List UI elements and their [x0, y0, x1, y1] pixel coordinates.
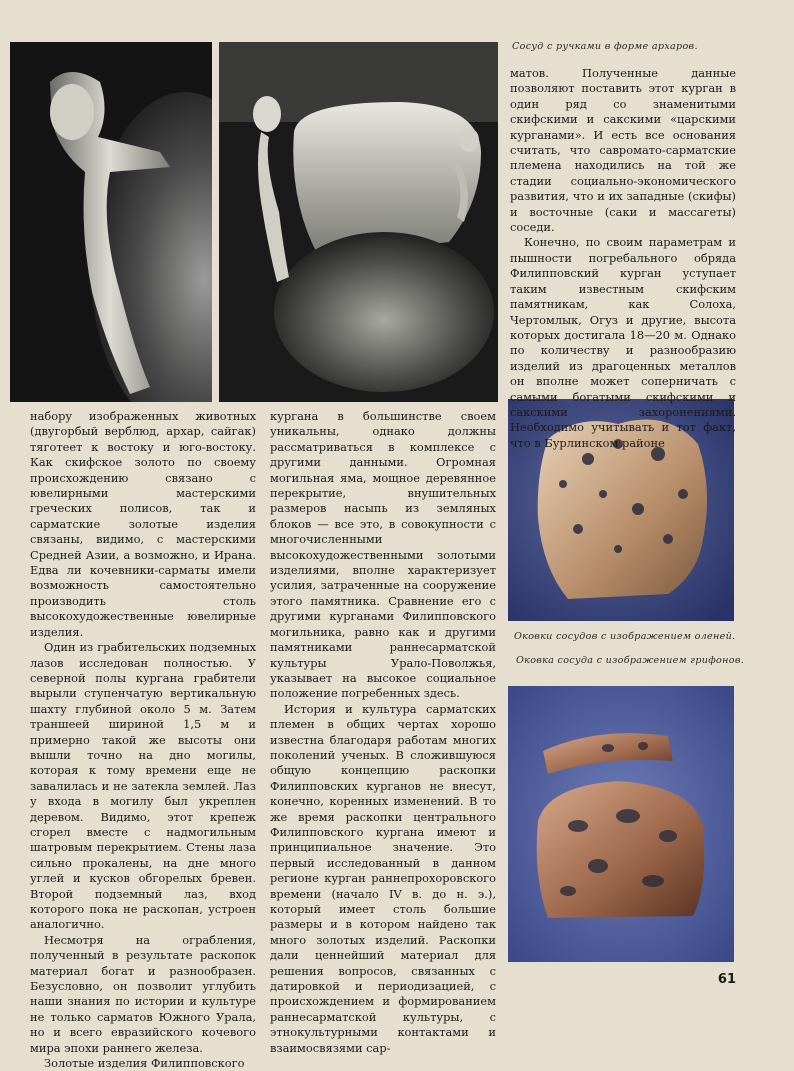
caption-vessel-argali: Сосуд с ручками в форме архаров.: [512, 41, 698, 52]
paragraph: Золотые изделия Филипповского: [44, 1056, 245, 1071]
caption-griffin-mounts: Оковка сосуда с изображением грифонов.: [516, 655, 745, 666]
paragraph: кургана в большинстве своем уникальны, однако должны рассматриваться в комплексе с другими данными. Огромная могильная яма, мощное деревянное перекрытие, внушительных размеров насыпь из земляных блоков — все это, в совокупности с многочисленными высокохудожественными золотыми изделиями, вполне характеризует усилия, затраченные на сооружение этого памятника. Сравнение его с другими курганами Филипповского могильника, равно как и другими памятниками раннесарматской культуры Урало-Поволжья, указывает на высокое социальное положение погребенных здесь.: [270, 409, 496, 701]
text-column-left: [30, 409, 256, 1071]
page-number: 61: [717, 972, 736, 987]
caption-deer-mounts: Оковки сосудов с изображением оленей.: [514, 631, 736, 642]
paragraph: Несмотря на ограбления, полученный в результате раскопок материал богат и разнообразен. Безусловно, он позволит углубить наши знания по истории и культуре не только сарматов Южного Урала, но и всего евразийского кочевого мира эпохи раннего железа.: [30, 932, 256, 1055]
paragraph: История и культура сарматских племен в общих чертах хорошо известна благодаря работам многих поколений ученых. В сложившуюся общую концепцию раскопки Филипповских курганов не внесут, конечно, коренных изменений. В то же время раскопки центрального Филипповского кургана имеют и принципиальное значение. Это первый исследованный в данном регионе курган раннепрохоровского времени (начало IV в. до н. э.), который имеет столь большие размеры и в котором найдено так много золотых изделий. Раскопки дали ценнейший материал для решения вопросов, связанных с датировкой и периодизацией, с происхождением и формированием раннесарматской культуры, с этнокультурными контактами и взаимосвязями сар-: [270, 701, 496, 1055]
paragraph: Конечно, по своим параметрам и пышности погребального обряда Филипповский курган уступает таким известным скифским памятникам, как Солоха, Чертомлык, Огуз и другие, высота которых достигала 18—20 м. Однако по количеству и разнообразию изделий из драгоценных металлов он вполне может соперничать с самыми богатыми скифскими и сакскими захоронениями. Необходимо учитывать и тот факт, что в Бурлинском районе: [510, 235, 736, 450]
photo-vessel-argali: [219, 42, 498, 402]
text-column-middle: [270, 409, 496, 1056]
paragraph: набору изображенных животных (двугорбый верблюд, архар, сайгак) тяготеет к востоку и юго-востоку. Как скифское золото по своему происхождению связано с ювелирными мастерскими греческих полисов, так и сарматские золотые изделия связаны, видимо, с мастерскими Средней Азии, а возможно, и Ирана. Едва ли кочевники-сарматы имели возможность самостоятельно производить столь высокохудожественные ювелирные изделия.: [30, 409, 256, 639]
text-column-right-top: [510, 66, 736, 451]
paragraph: Один из грабительских подземных лазов исследован полностью. У северной полы кургана грабители вырыли ступенчатую вертикальную шахту глубиной около 5 м. Затем траншеей шириной 1,5 м и примерно такой же высоты они вышли точно на дно могилы, которая к тому времени еще не завалилась и не затекла землей. Лаз у входа в могилу был укреплен деревом. Видимо, этот крепеж сгорел вместе с надмогильным шатровым перекрытием. Стены лаза сильно прокалены, на дне много углей и кусков обгорелых бревен. Второй подземный лаз, вход которого пока не раскопан, устроен аналогично.: [30, 640, 256, 932]
photo-argali-handle: [10, 42, 212, 402]
photo-griffin-mounts: [508, 686, 734, 962]
paragraph: матов. Полученные данные позволяют поставить этот курган в один ряд со знаменитыми скифскими и сакскими «царскими курганами». И есть все основания считать, что савромато-сарматские племена находились на той же стадии социально-экономического развития, что и их западные (скифы) и восточные (саки и массагеты) соседи.: [510, 66, 736, 235]
